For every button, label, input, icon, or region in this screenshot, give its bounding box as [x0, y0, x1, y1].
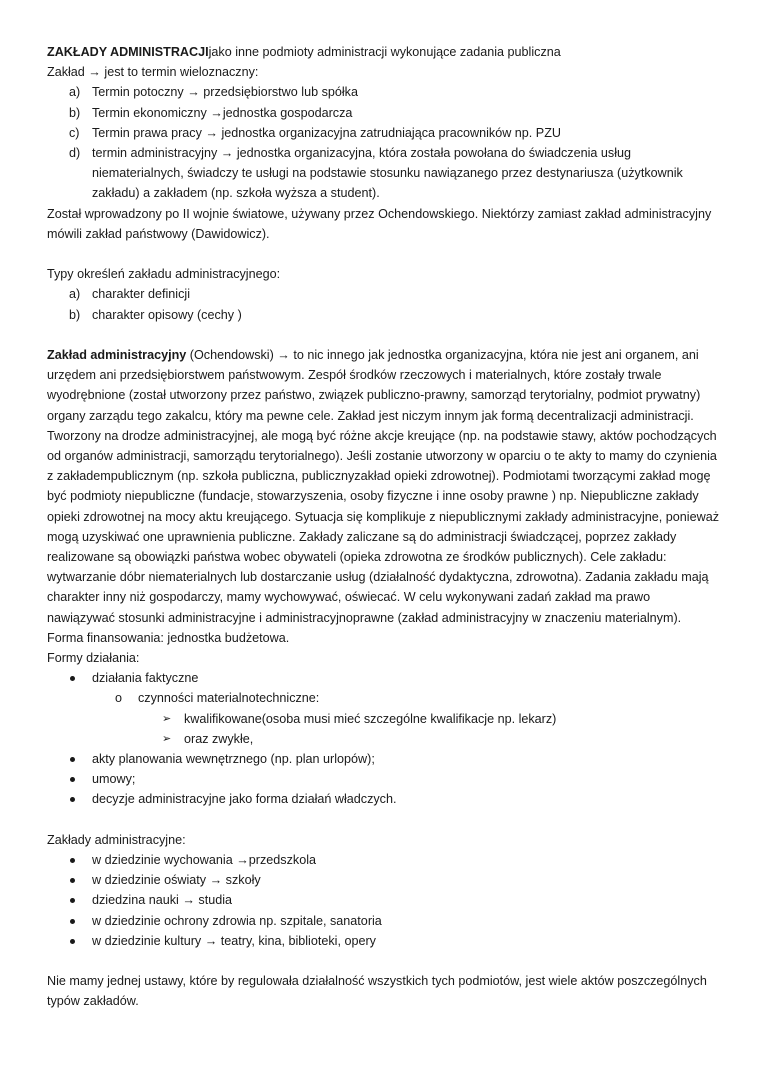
- document-page: [47, 42, 719, 1012]
- list-label: b): [69, 105, 81, 120]
- definition-text: (Ochendowski) → to nic innego jak jednostka organizacyjna, która nie jest ani organem, ani urzędem ani przedsiębiorstwem państwowym. Zespół środków rzeczowych i materialnych, które zostały trwale wyodrębnione (został utworzony przez państwo, związek publiczno-prawny, samorząd terytorialny, podmiot prywatny) organy zarządu tego zakalcu, który ma pewne cele. Zakład jest niczym innym jak formą decentralizacji administracji. Tworzony na drodze administracyjnej, ale mogą być różne akcje kreujące (np. na podstawie stawy, aktów pochodzących od organów administracji, samorządu terytorialnego). Jeśli zostanie utworzony w oparciu o te akty to mamy do czynienia z zakładempublicznym (np. szkoła publiczna, publicznyzakład opieki zdrowotnej). Podmiotami tworzącymi zakład mogę być podmioty niepubliczne (fundacje, stowarzyszenia, osoby fizyczne i inne osoby prawne ) np. Niepubliczne zakłady opieki zdrowotnej na mocy aktu kreującego. Sytuacja się komplikuje z niepublicznymi zakłady administracyjne, ponieważ mogą uzyskiwać one uprawnienia publiczne. Zakłady zaliczane są do administracji świadczącej, poprzez zakłady realizowane są obowiązki państwa wobec obywateli (opieka zdrowotna ze środków publicznych). Cele zakładu: wytwarzanie dóbr niematerialnych lub dostarczanie usług (działalność dydaktyczna, zdrowotna). Zadania zakładu mają charakter inny niż gospodarczy, mamy wychowywać, oświecać. W celu wykonywani zadań zakład ma prawo nawiązywać stosunki administracyjne i administracyjnoprawne (zakład administracyjny w znaczeniu materialnym). Forma finansowania: jednostka budżetowa.: [47, 348, 719, 645]
- definition-paragraph: [47, 345, 719, 648]
- list-text: akty planowania wewnętrznego (np. plan urlopów);: [92, 752, 375, 767]
- meanings-list: [47, 82, 719, 203]
- types-list: [47, 284, 719, 324]
- list-text: w dziedzinie oświaty → szkoły: [92, 873, 261, 888]
- conclusion-paragraph: Nie mamy jednej ustawy, które by regulowała działalność wszystkich tych podmiotów, jest wiele aktów poszczególnych typów zakładów.: [47, 974, 707, 1009]
- list-label: c): [69, 125, 80, 140]
- list-item: [47, 143, 719, 204]
- list-text: czynności materialnotechniczne:: [138, 691, 320, 706]
- institutions-list: [47, 850, 719, 951]
- bullet-icon: [70, 797, 75, 802]
- list-item: [47, 668, 719, 688]
- list-text: w dziedzinie wychowania →przedszkola: [92, 853, 316, 868]
- list-item: [47, 103, 719, 123]
- list-item: [47, 284, 719, 304]
- bullet-icon: [70, 676, 75, 681]
- section-title-rest: jako inne podmioty administracji wykonujące zadania publiczna: [208, 45, 561, 59]
- list-text: dziedzina nauki → studia: [92, 893, 233, 908]
- definition-term: Zakład administracyjny: [47, 348, 187, 363]
- list-text: w dziedzinie kultury → teatry, kina, biblioteki, opery: [92, 933, 376, 948]
- list-item: [47, 123, 719, 143]
- list-text: w dziedzinie ochrony zdrowia np. szpitale, sanatoria: [92, 913, 382, 928]
- list-item: [47, 890, 719, 910]
- list-label: a): [69, 287, 81, 302]
- bullet-icon: [70, 757, 75, 762]
- history-paragraph: Został wprowadzony po II wojnie światowe, używany przez Ochendowskiego. Niektórzy zamiast zakład administracyjny mówili zakład państwowy (Dawidowicz).: [47, 206, 712, 241]
- list-item: [47, 305, 719, 325]
- sub-sub-list-item: [47, 729, 719, 749]
- list-text: oraz zwykłe,: [184, 731, 254, 746]
- list-item: [47, 911, 719, 931]
- list-text: kwalifikowane(osoba musi mieć szczególne kwalifikacje np. lekarz): [184, 711, 557, 726]
- list-label: b): [69, 307, 81, 322]
- list-text: termin administracyjny → jednostka organizacyjna, która została powołana do świadczenia usług niematerialnych, świadczy te usługi na podstawie stosunku nawiązanego przez destynariusza (użytkownik zakładu) a zakładem (np. szkoła wyższa a student).: [92, 146, 683, 201]
- arrow-bullet-icon: ➢: [162, 712, 172, 725]
- list-item: [47, 82, 719, 102]
- bullet-icon: [70, 919, 75, 924]
- list-item: [47, 850, 719, 870]
- list-text: Termin potoczny → przedsiębiorstwo lub spółka: [92, 85, 358, 100]
- list-item: [47, 769, 719, 789]
- list-text: umowy;: [92, 772, 136, 787]
- list-text: Termin prawa pracy → jednostka organizacyjna zatrudniająca pracowników np. PZU: [92, 125, 561, 140]
- sub-sub-list-item: [47, 709, 719, 729]
- list-text: charakter definicji: [92, 287, 190, 302]
- list-item: [47, 931, 719, 951]
- section-title: ZAKŁADY ADMINISTRACJI: [47, 45, 209, 59]
- bullet-icon: [70, 898, 75, 903]
- list-item: [47, 789, 719, 809]
- institutions-heading: Zakłady administracyjne:: [47, 832, 186, 847]
- bullet-icon: [70, 858, 75, 863]
- bullet-icon: [70, 939, 75, 944]
- bullet-icon: [70, 878, 75, 883]
- list-label: a): [69, 85, 81, 100]
- list-text: Termin ekonomiczny →jednostka gospodarcza: [92, 105, 353, 120]
- circle-bullet-icon: o: [115, 691, 123, 706]
- forms-heading: Formy działania:: [47, 651, 140, 666]
- intro-line-2: Zakład → jest to termin wieloznaczny:: [47, 65, 259, 80]
- list-item: [47, 749, 719, 769]
- forms-list: [47, 668, 719, 809]
- list-text: decyzje administracyjne jako forma działań władczych.: [92, 792, 397, 807]
- list-label: d): [69, 146, 81, 161]
- list-item: [47, 870, 719, 890]
- types-heading: Typy określeń zakładu administracyjnego:: [47, 267, 281, 282]
- list-text: charakter opisowy (cechy ): [92, 307, 242, 322]
- sub-list-item: [47, 688, 719, 708]
- intro-line: [47, 42, 719, 62]
- list-text: działania faktyczne: [92, 671, 199, 686]
- arrow-bullet-icon: ➢: [162, 732, 172, 745]
- bullet-icon: [70, 777, 75, 782]
